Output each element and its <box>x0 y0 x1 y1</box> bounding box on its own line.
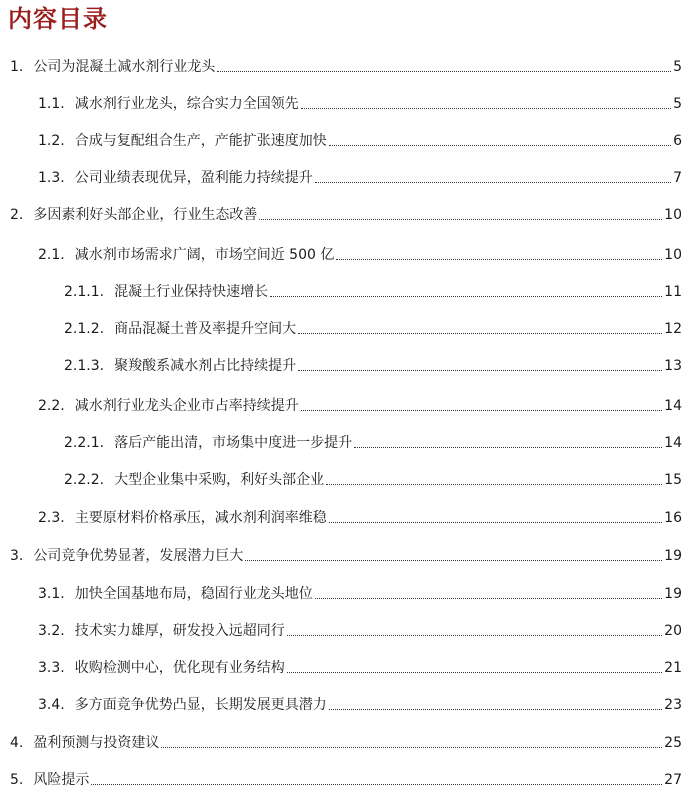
toc-entry-number: 2.2. <box>38 398 65 414</box>
toc-entry[interactable] <box>0 318 682 338</box>
toc-entry-label: 加快全国基地布局，稳固行业龙头地位 <box>74 586 313 602</box>
dot-leader <box>329 145 671 146</box>
toc-entry-label: 公司业绩表现优异，盈利能力持续提升 <box>74 170 313 186</box>
toc-entry[interactable] <box>0 545 682 565</box>
toc-entry-label: 商品混凝土普及率提升空间大 <box>114 321 297 337</box>
toc-entry-number: 2.3. <box>38 510 65 526</box>
toc-entry-page: 14 <box>664 435 682 451</box>
toc-entry-page: 14 <box>664 398 682 414</box>
toc-entry-label: 多因素利好头部企业，行业生态改善 <box>33 207 258 223</box>
toc-entry-number: 2.2.2. <box>64 472 105 488</box>
toc-entry-label: 多方面竞争优势凸显，长期发展更具潜力 <box>74 697 327 713</box>
dot-leader <box>245 560 662 561</box>
toc-entry[interactable] <box>0 244 682 264</box>
toc-entry-label: 收购检测中心，优化现有业务结构 <box>74 660 285 676</box>
dot-leader <box>301 410 662 411</box>
toc-entry-label: 主要原材料价格承压，减水剂利润率维稳 <box>74 510 327 526</box>
dot-leader <box>287 672 662 673</box>
toc-entry-page: 16 <box>664 510 682 526</box>
toc-entry-label: 盈利预测与投资建议 <box>33 735 160 751</box>
toc-entry-number: 3. <box>10 548 24 564</box>
toc-title: 内容目录 <box>8 5 108 33</box>
toc-entry[interactable] <box>0 769 682 789</box>
toc-entry[interactable] <box>0 507 682 527</box>
toc-entry-number: 2. <box>10 207 24 223</box>
toc-entry-number: 1.1. <box>38 96 65 112</box>
toc-entry-label: 合成与复配组合生产，产能扩张速度加快 <box>74 133 327 149</box>
dot-leader <box>270 296 662 297</box>
toc-entry-label: 减水剂行业龙头企业市占率持续提升 <box>74 398 299 414</box>
dot-leader <box>298 333 662 334</box>
dot-leader <box>161 747 662 748</box>
dot-leader <box>329 522 662 523</box>
toc-entry[interactable] <box>0 732 682 752</box>
toc-entry-page: 23 <box>664 697 682 713</box>
toc-entry-number: 2.1.3. <box>64 358 105 374</box>
toc-entry-number: 3.1. <box>38 586 65 602</box>
toc-entry-page: 6 <box>673 133 682 149</box>
toc-entry[interactable] <box>0 355 682 375</box>
toc-entry-page: 10 <box>664 207 682 223</box>
toc-entry[interactable] <box>0 204 682 224</box>
toc-entry-label: 公司为混凝土减水剂行业龙头 <box>33 59 216 75</box>
toc-entry-page: 11 <box>664 284 682 300</box>
dot-leader <box>298 370 662 371</box>
dot-leader <box>354 447 662 448</box>
toc-entry-page: 12 <box>664 321 682 337</box>
toc-entry-page: 5 <box>673 96 682 112</box>
toc-entry-page: 15 <box>664 472 682 488</box>
toc-entry-page: 13 <box>664 358 682 374</box>
toc-entry-number: 1. <box>10 59 24 75</box>
toc-entry[interactable] <box>0 167 682 187</box>
toc-entry-label: 风险提示 <box>33 772 90 788</box>
dot-leader <box>301 108 671 109</box>
toc-entry-page: 20 <box>664 623 682 639</box>
toc-entry-page: 25 <box>664 735 682 751</box>
toc-entry-number: 3.2. <box>38 623 65 639</box>
toc-entry[interactable] <box>0 281 682 301</box>
toc-entry-page: 5 <box>673 59 682 75</box>
dot-leader <box>329 709 662 710</box>
toc-entry[interactable] <box>0 583 682 603</box>
dot-leader <box>217 71 671 72</box>
toc-entry-page: 10 <box>664 247 682 263</box>
toc-entry-number: 3.4. <box>38 697 65 713</box>
dot-leader <box>315 598 662 599</box>
toc-entry-number: 5. <box>10 772 24 788</box>
toc-entry-page: 19 <box>664 548 682 564</box>
toc-entry[interactable] <box>0 395 682 415</box>
toc-entry[interactable] <box>0 620 682 640</box>
toc-entry[interactable] <box>0 56 682 76</box>
toc-entry[interactable] <box>0 432 682 452</box>
dot-leader <box>326 484 662 485</box>
toc-entry-page: 19 <box>664 586 682 602</box>
toc-entry-label: 大型企业集中采购，利好头部企业 <box>114 472 325 488</box>
dot-leader <box>91 784 662 785</box>
toc-entry-page: 7 <box>673 170 682 186</box>
toc-entry-number: 4. <box>10 735 24 751</box>
toc-entry-number: 2.2.1. <box>64 435 105 451</box>
toc-entry-number: 1.2. <box>38 133 65 149</box>
toc-entry[interactable] <box>0 657 682 677</box>
toc-entry-label: 落后产能出清，市场集中度进一步提升 <box>114 435 353 451</box>
toc-entry-label: 减水剂行业龙头，综合实力全国领先 <box>74 96 299 112</box>
toc-entry[interactable] <box>0 130 682 150</box>
toc-entry[interactable] <box>0 93 682 113</box>
toc-entry-number: 3.3. <box>38 660 65 676</box>
toc-entry-label: 技术实力雄厚，研发投入远超同行 <box>74 623 285 639</box>
toc-entry-number: 2.1. <box>38 247 65 263</box>
toc-entry-label: 公司竞争优势显著，发展潜力巨大 <box>33 548 244 564</box>
toc-entry-label: 减水剂市场需求广阔，市场空间近 500 亿 <box>74 247 335 263</box>
dot-leader <box>336 259 662 260</box>
toc-entry-page: 27 <box>664 772 682 788</box>
dot-leader <box>315 182 671 183</box>
toc-entry-label: 混凝土行业保持快速增长 <box>114 284 269 300</box>
toc-entry[interactable] <box>0 469 682 489</box>
toc-entry-number: 1.3. <box>38 170 65 186</box>
toc-entry-page: 21 <box>664 660 682 676</box>
toc-entry-label: 聚羧酸系减水剂占比持续提升 <box>114 358 297 374</box>
toc-entry-number: 2.1.1. <box>64 284 105 300</box>
toc-entry[interactable] <box>0 694 682 714</box>
dot-leader <box>287 635 662 636</box>
dot-leader <box>259 219 662 220</box>
toc-entry-number: 2.1.2. <box>64 321 105 337</box>
